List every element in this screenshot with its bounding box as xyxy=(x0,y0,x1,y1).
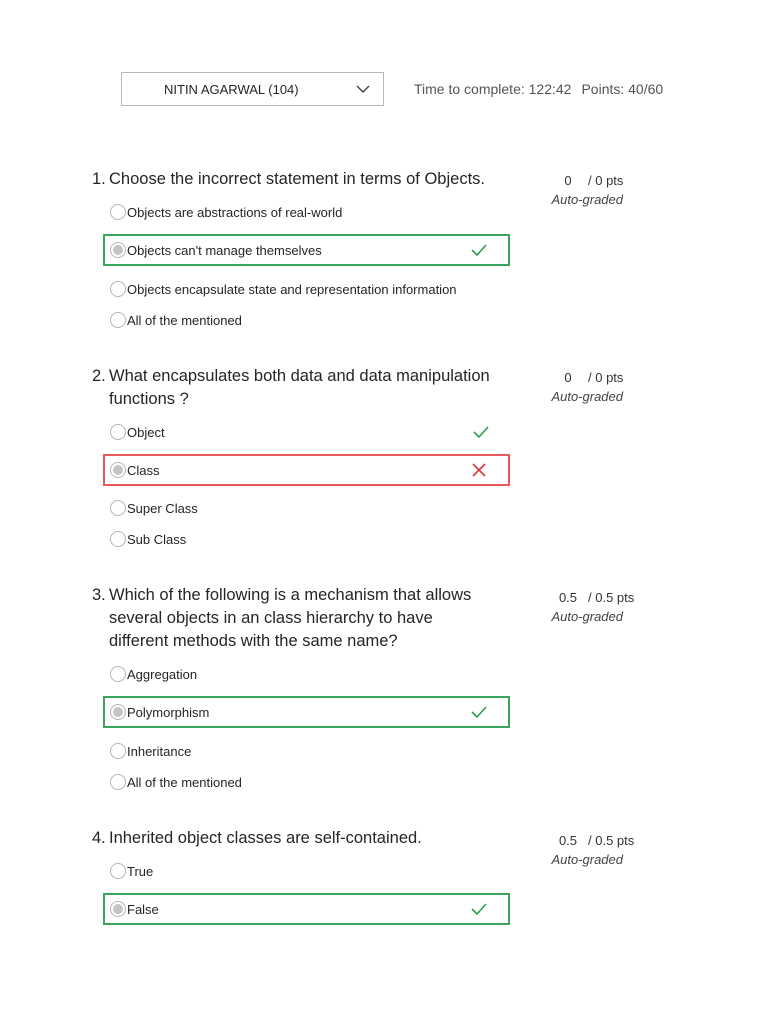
question-number: 2. xyxy=(92,367,106,385)
answer-option-selected-correct[interactable] xyxy=(103,696,510,728)
question-score xyxy=(530,833,640,867)
option-label: Object xyxy=(127,424,165,440)
radio-button-selected[interactable] xyxy=(110,462,126,478)
option-label: Class xyxy=(127,462,160,478)
radio-button[interactable] xyxy=(110,281,126,297)
answer-option[interactable] xyxy=(103,658,510,690)
option-label: Inheritance xyxy=(127,743,192,759)
time-to-complete: Time to complete: 122:42 xyxy=(414,81,572,97)
quiz-status xyxy=(414,81,663,97)
question-body: Choose the incorrect statement in terms of Objects. xyxy=(109,170,485,188)
student-select[interactable] xyxy=(121,72,384,106)
question-text xyxy=(92,365,492,411)
points-earned: 0.5 xyxy=(558,833,578,848)
option-label: Objects are abstractions of real-world xyxy=(127,204,343,220)
answer-option-selected-correct[interactable] xyxy=(103,893,510,925)
question-score xyxy=(530,370,640,404)
points-earned: 0.5 xyxy=(558,590,578,605)
grading-type: Auto-graded xyxy=(551,852,623,867)
radio-button[interactable] xyxy=(110,666,126,682)
question-text xyxy=(92,168,492,191)
points-earned: 0 xyxy=(564,173,572,188)
check-icon xyxy=(472,423,490,441)
check-icon xyxy=(470,241,488,259)
option-label: Objects can't manage themselves xyxy=(127,242,322,258)
question-number: 1. xyxy=(92,170,106,188)
radio-button[interactable] xyxy=(110,743,126,759)
question-body: What encapsulates both data and data manipulation functions ? xyxy=(109,367,490,408)
points-possible: / 0 pts xyxy=(588,173,624,188)
grading-type: Auto-graded xyxy=(551,609,623,624)
answer-option-correct-answer[interactable] xyxy=(103,416,510,448)
check-icon xyxy=(470,900,488,918)
option-label: All of the mentioned xyxy=(127,774,242,790)
answer-option[interactable] xyxy=(103,855,510,887)
radio-button[interactable] xyxy=(110,863,126,879)
radio-button[interactable] xyxy=(110,531,126,547)
radio-button-selected[interactable] xyxy=(110,704,126,720)
question-text xyxy=(92,584,492,653)
radio-button-selected[interactable] xyxy=(110,901,126,917)
option-label: All of the mentioned xyxy=(127,312,242,328)
cross-icon xyxy=(470,461,488,479)
question-score xyxy=(530,590,640,624)
answer-option[interactable] xyxy=(103,523,510,555)
answer-option[interactable] xyxy=(103,492,510,524)
radio-button[interactable] xyxy=(110,774,126,790)
answer-option[interactable] xyxy=(103,196,510,228)
check-icon xyxy=(470,703,488,721)
option-label: Super Class xyxy=(127,500,198,516)
grading-type: Auto-graded xyxy=(551,389,623,404)
answer-option[interactable] xyxy=(103,766,510,798)
student-select-value: NITIN AGARWAL (104) xyxy=(164,81,299,97)
option-label: Aggregation xyxy=(127,666,198,682)
radio-button-selected[interactable] xyxy=(110,242,126,258)
points-possible: / 0.5 pts xyxy=(588,590,635,605)
answer-option-selected-wrong[interactable] xyxy=(103,454,510,486)
chevron-down-icon xyxy=(353,79,373,99)
question-number: 4. xyxy=(92,829,106,847)
grading-type: Auto-graded xyxy=(551,192,623,207)
option-label: True xyxy=(127,863,154,879)
points-possible: / 0 pts xyxy=(588,370,624,385)
radio-button[interactable] xyxy=(110,500,126,516)
question-score xyxy=(530,173,640,207)
answer-option[interactable] xyxy=(103,273,510,305)
question-text xyxy=(92,827,492,850)
option-label: Objects encapsulate state and representation information xyxy=(127,281,457,297)
points-earned: 0 xyxy=(564,370,572,385)
points-total: Points: 40/60 xyxy=(581,81,664,97)
option-label: False xyxy=(127,901,159,917)
radio-button[interactable] xyxy=(110,204,126,220)
option-label: Sub Class xyxy=(127,531,187,547)
answer-option[interactable] xyxy=(103,735,510,767)
question-number: 3. xyxy=(92,586,106,604)
question-body: Which of the following is a mechanism that allows several objects in an class hierarchy to have different methods with the same name? xyxy=(109,586,472,650)
question-body: Inherited object classes are self-contained. xyxy=(109,829,422,847)
radio-button[interactable] xyxy=(110,312,126,328)
answer-option-selected-correct[interactable] xyxy=(103,234,510,266)
option-label: Polymorphism xyxy=(127,704,210,720)
points-possible: / 0.5 pts xyxy=(588,833,635,848)
answer-option[interactable] xyxy=(103,304,510,336)
radio-button[interactable] xyxy=(110,424,126,440)
